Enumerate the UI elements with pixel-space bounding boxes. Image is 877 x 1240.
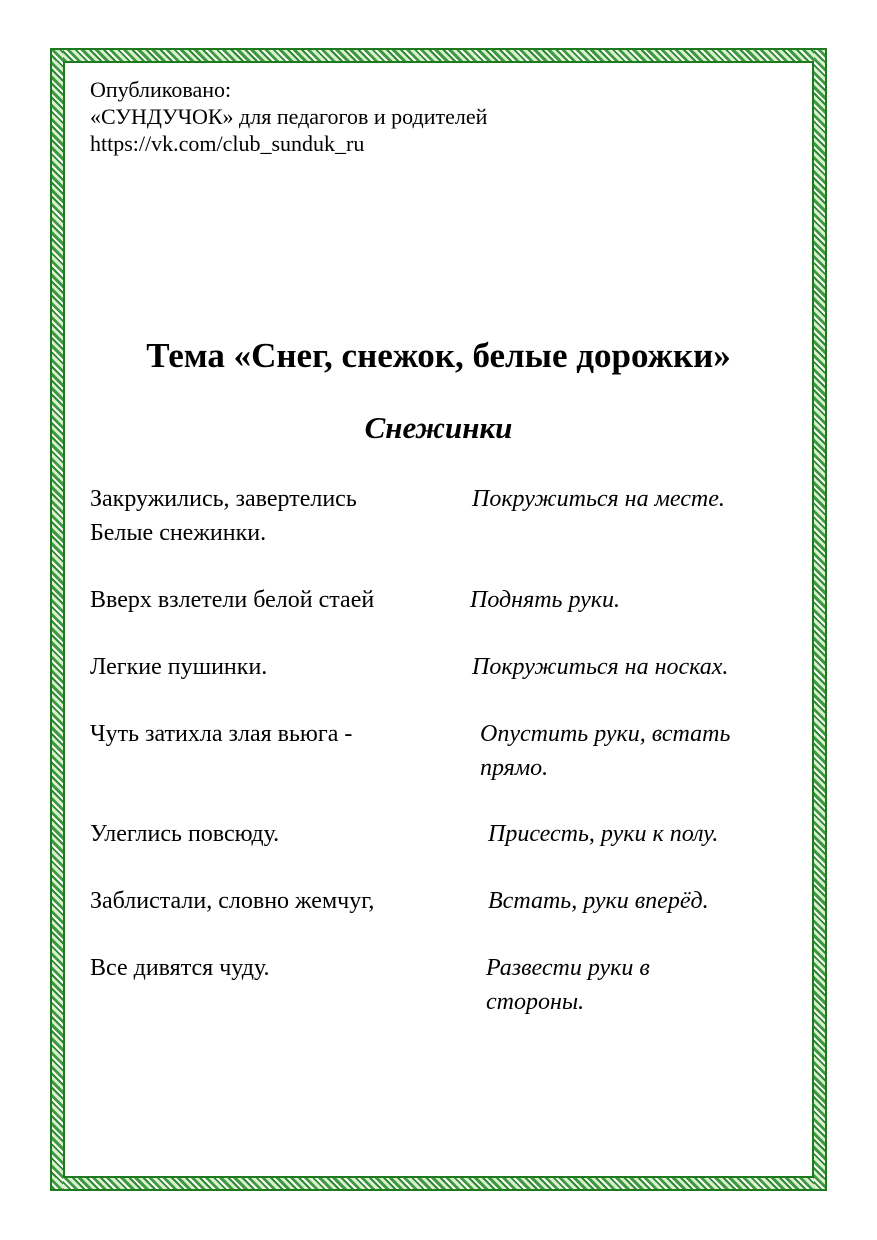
page-border-inner — [63, 61, 814, 1178]
action-text — [472, 482, 725, 516]
action-line: Опустить руки, встать — [480, 721, 731, 747]
verse-text — [90, 717, 352, 751]
action-text — [488, 817, 718, 851]
verse-text — [90, 817, 279, 851]
publisher-link[interactable]: https://vk.com/club_sunduk_ru — [90, 131, 365, 156]
poem-title: Снежинки — [364, 410, 513, 445]
publisher-label: Опубликовано: — [90, 77, 232, 102]
action-text — [472, 650, 728, 684]
action-line: Покружиться на носках. — [472, 654, 729, 680]
action-line: Развести руки в — [486, 955, 650, 981]
verse-line: Вверх взлетели белой стаей — [90, 587, 375, 613]
action-text — [488, 884, 709, 918]
action-line: Присесть, руки к полу. — [488, 821, 719, 847]
verse-text — [90, 884, 374, 918]
verse-line: Закружились, завертелись — [90, 486, 357, 512]
verse-line: Чуть затихла злая вьюга - — [90, 721, 353, 747]
action-text — [480, 717, 730, 785]
action-text — [486, 951, 650, 1019]
verse-line: Все дивятся чуду. — [90, 955, 270, 981]
verse-text — [90, 583, 374, 617]
topic-title: Тема «Снег, снежок, белые дорожки» — [146, 336, 731, 375]
verse-line: Улеглись повсюду. — [90, 821, 280, 847]
verse-text — [90, 482, 357, 550]
action-line: Встать, руки вперёд. — [488, 888, 709, 914]
action-text — [470, 583, 620, 617]
publisher-name: «СУНДУЧОК» для педагогов и родителей — [90, 104, 488, 129]
verse-line: Заблистали, словно жемчуг, — [90, 888, 375, 914]
verse-text — [90, 650, 267, 684]
action-line: стороны. — [486, 989, 585, 1015]
verse-text — [90, 951, 270, 985]
publisher-info — [90, 76, 487, 157]
action-line: Покружиться на месте. — [472, 486, 725, 512]
verse-line: Легкие пушинки. — [90, 654, 268, 680]
action-line: Поднять руки. — [470, 587, 621, 613]
verse-line: Белые снежинки. — [90, 520, 267, 546]
action-line: прямо. — [480, 755, 549, 781]
